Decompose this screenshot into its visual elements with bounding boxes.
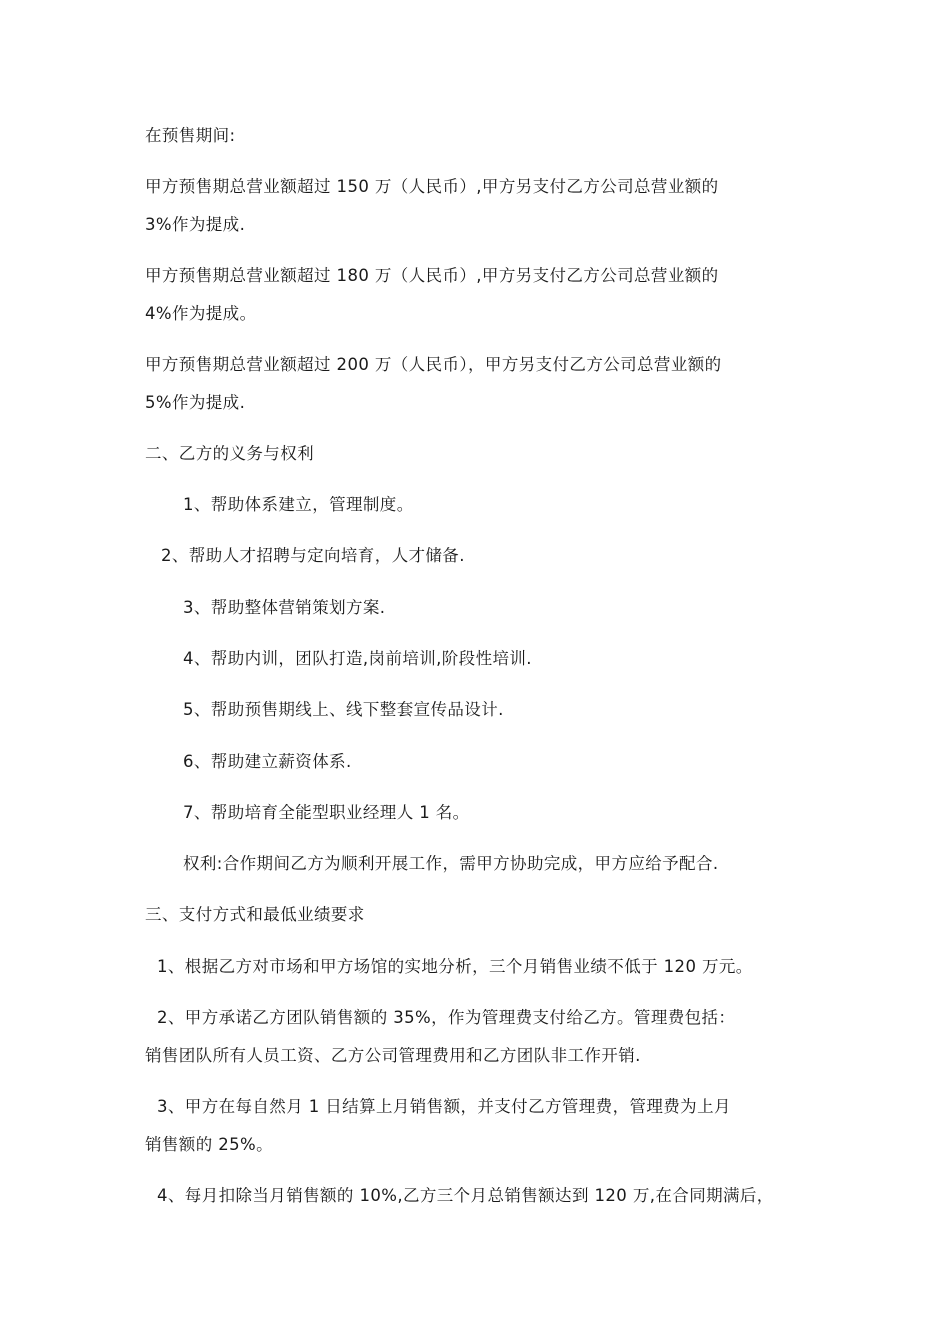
payment-item-4-line1: 4、每月扣除当月销售额的 10%,乙方三个月总销售额达到 120 万,在合同期满后，	[157, 1186, 774, 1205]
duty-item-3: 3、帮助整体营销策划方案.	[183, 598, 386, 617]
commission-200-line2: 5%作为提成.	[145, 393, 246, 412]
payment-item-1: 1、根据乙方对市场和甲方场馆的实地分析，三个月销售业绩不低于 120 万元。	[157, 957, 753, 976]
duty-item-5: 5、帮助预售期线上、线下整套宣传品设计.	[183, 700, 504, 719]
commission-180-line2: 4%作为提成。	[145, 304, 257, 323]
payment-item-3-line1: 3、甲方在每自然月 1 日结算上月销售额，并支付乙方管理费，管理费为上月	[157, 1097, 731, 1116]
duty-item-2: 2、帮助人才招聘与定向培育，人才储备.	[161, 546, 465, 565]
payment-item-3-line2: 销售额的 25%。	[145, 1135, 274, 1154]
duty-item-7: 7、帮助培育全能型职业经理人 1 名。	[183, 803, 470, 822]
payment-item-2-line1: 2、甲方承诺乙方团队销售额的 35%，作为管理费支付给乙方。管理费包括：	[157, 1008, 736, 1027]
commission-150-line2: 3%作为提成.	[145, 215, 246, 234]
presale-heading: 在预售期间:	[145, 126, 236, 145]
payment-item-2-line2: 销售团队所有人员工资、乙方公司管理费用和乙方团队非工作开销.	[145, 1046, 641, 1065]
section-3-heading: 三、支付方式和最低业绩要求	[145, 905, 365, 924]
duty-item-4: 4、帮助内训，团队打造,岗前培训,阶段性培训.	[183, 649, 532, 668]
rights-paragraph: 权利:合作期间乙方为顺利开展工作，需甲方协助完成，甲方应给予配合.	[183, 854, 719, 873]
commission-180-line1: 甲方预售期总营业额超过 180 万（人民币）,甲方另支付乙方公司总营业额的	[145, 266, 719, 285]
section-2-heading: 二、乙方的义务与权利	[145, 444, 314, 463]
duty-item-6: 6、帮助建立薪资体系.	[183, 752, 352, 771]
duty-item-1: 1、帮助体系建立，管理制度。	[183, 495, 414, 514]
commission-200-line1: 甲方预售期总营业额超过 200 万（人民币），甲方另支付乙方公司总营业额的	[145, 355, 722, 374]
commission-150-line1: 甲方预售期总营业额超过 150 万（人民币）,甲方另支付乙方公司总营业额的	[145, 177, 719, 196]
